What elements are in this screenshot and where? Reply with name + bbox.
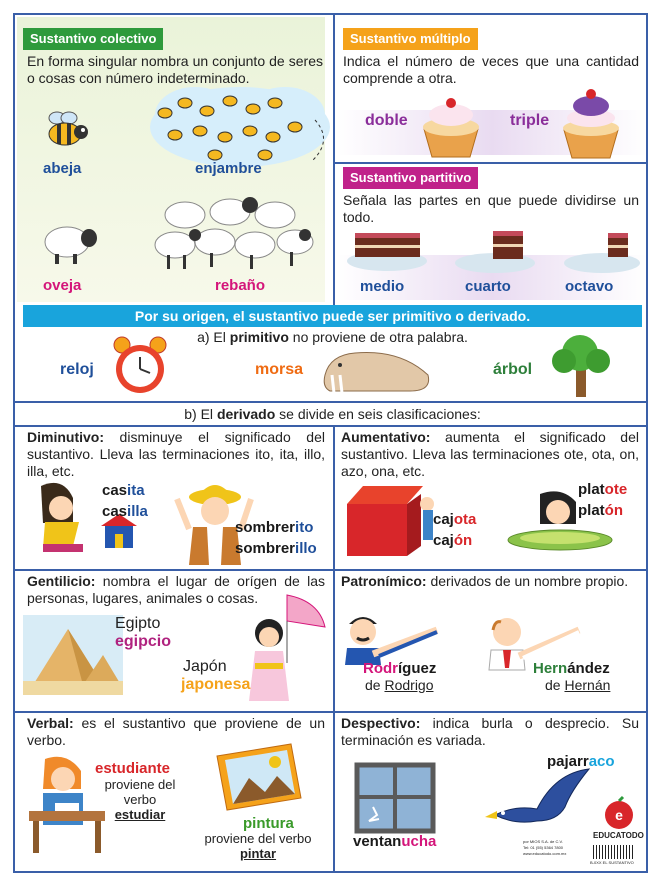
patronimico-text: derivados de un nombre propio.: [426, 573, 629, 589]
bee-icon: [43, 110, 91, 150]
cake-half-icon: [345, 225, 430, 275]
despectivo-desc: [341, 715, 639, 749]
cuarto-label: cuarto: [465, 278, 511, 295]
de-rodrigo: de Rodrigo: [365, 677, 434, 693]
barcode: [593, 845, 635, 859]
divider-origen: [15, 401, 648, 403]
verbal-term: Verbal:: [27, 715, 74, 731]
partitivo-desc: Señala las partes en que puede dividirse un todo.: [343, 192, 639, 225]
despectivo-term: Despectivo:: [341, 715, 421, 731]
divider-derivado: [15, 425, 648, 427]
rebano-label: rebaño: [215, 277, 266, 294]
multiplo-title: Sustantivo múltiplo: [343, 28, 478, 50]
rodriguez-word: Rodríguez: [363, 660, 437, 677]
verbo-1: verbo: [123, 792, 157, 807]
divider-right-mid: [335, 162, 648, 164]
partitivo-title: Sustantivo partitivo: [343, 167, 478, 189]
girl-plate-icon: [510, 490, 620, 555]
patronimico-desc: [341, 573, 639, 590]
brand-small-2: Tel: 01 (55) 5364 7800: [523, 845, 564, 850]
multiplo-desc: Indica el número de veces que una cantidad comprende a otra.: [343, 53, 639, 86]
walrus-icon: [320, 345, 435, 395]
proviene-del-1: proviene del: [104, 777, 176, 792]
clock-icon: [110, 335, 170, 397]
student-desk-icon: [25, 755, 105, 855]
primitivo-c: no proviene de otra palabra.: [288, 329, 468, 345]
platote-word: platote: [578, 481, 628, 498]
brand-small-3: www.educatodo.com.mx: [523, 851, 567, 856]
sombrerito-word: sombrerito: [235, 519, 314, 536]
estudiante-word: estudiante: [95, 760, 171, 777]
abeja-label: abeja: [43, 160, 82, 177]
colectivo-desc: En forma singular nombra un conjunto de seres o cosas con número indeterminado.: [27, 53, 323, 86]
cajon-word: cajón: [433, 532, 473, 549]
doble-label: doble: [365, 112, 408, 129]
bee-cloud-illustration: [15, 15, 16, 16]
tree-icon: [550, 331, 612, 399]
morsa-label: morsa: [255, 361, 304, 378]
platon-word: platón: [578, 502, 623, 519]
derivado-c: se divide en seis clasificaciones:: [275, 406, 481, 422]
origen-banner-text: Por su origen, el sustantivo puede ser primitivo o derivado.: [134, 308, 531, 324]
proviene-del-2: proviene del verbo: [204, 831, 312, 846]
primitivo-a: a) El: [197, 329, 230, 345]
svg-text:e: e: [615, 807, 623, 823]
aumentativo-term: Aumentativo:: [341, 429, 431, 445]
brand-logo-text: EDUCATODO: [593, 831, 644, 840]
primitivo-b: primitivo: [229, 329, 289, 345]
egipto-label: Egipto: [115, 615, 161, 632]
poster: [13, 13, 648, 873]
casilla-word: casilla: [102, 503, 148, 520]
brand-small-1: por MIOS S.A. de C.V.: [523, 839, 563, 844]
bird-icon: [485, 765, 595, 835]
cake-eighth-icon: [560, 225, 645, 275]
derivado-b: derivado: [216, 406, 276, 422]
window-icon: [355, 763, 435, 835]
casita-word: casita: [102, 482, 145, 499]
triple-label: triple: [510, 112, 550, 129]
aumentativo-desc: [341, 429, 639, 480]
cajota-word: cajota: [433, 511, 477, 528]
derivado-a: b) El: [184, 406, 217, 422]
sombrerillo-word: sombrerillo: [235, 540, 317, 557]
octavo-label: octavo: [565, 278, 614, 295]
diminutivo-desc: [27, 429, 325, 480]
man-rodrigo-icon: [343, 610, 443, 665]
diminutivo-text: disminuye el significado del sustantivo. Lleva las terminaciones ito, ita, illo, illa, etc.: [27, 429, 325, 479]
colectivo-title: Sustantivo colectivo: [23, 28, 163, 50]
egipcio-label: egipcio: [115, 633, 172, 650]
gentilicio-text: nombra el lugar de orígen de las personas, lugares, animales o cosas.: [27, 573, 325, 606]
brand-code: B-0XX EL SUSTANTIVO: [590, 860, 634, 865]
derivado-line: [15, 406, 648, 422]
divider-row3: [15, 711, 648, 713]
divider-row2: [15, 569, 648, 571]
medio-label: medio: [360, 278, 405, 295]
gentilicio-term: Gentilicio:: [27, 573, 96, 589]
reloj-label: reloj: [60, 361, 94, 378]
verbal-text: es el sustantivo que proviene de un verbo.: [27, 715, 325, 748]
oveja-label: oveja: [43, 277, 82, 294]
arbol-label: árbol: [493, 361, 533, 378]
big-box-icon: [343, 480, 439, 560]
japonesa-label: japonesa: [181, 676, 251, 693]
divider-top: [333, 15, 335, 305]
cake-quarter-icon: [453, 225, 538, 275]
sheep-icon: [43, 220, 99, 265]
pintura-word: pintura: [243, 815, 294, 832]
japon-label: Japón: [183, 658, 227, 675]
divider-bottom: [333, 425, 335, 873]
pyramids-icon: [23, 615, 123, 695]
pintar-word: pintar: [239, 846, 277, 861]
ventanucha-word: ventanucha: [353, 833, 437, 850]
pajarraco-word: pajarraco: [547, 753, 615, 770]
flock-sheep: [155, 190, 315, 275]
origen-banner: [23, 305, 642, 327]
hernandez-word: Hernández: [533, 660, 610, 677]
patronimico-term: Patronímico:: [341, 573, 427, 589]
despectivo-text: indica burla o desprecio. Su terminación es variada.: [341, 715, 639, 748]
painting-icon: [213, 742, 305, 812]
swarm-bees: [155, 93, 315, 163]
cupcake-double-icon: [418, 95, 484, 157]
educatodo-logo: [603, 799, 635, 833]
de-hernan: de Hernán: [545, 677, 611, 693]
estudiar-word: estudiar: [114, 807, 166, 822]
aumentativo-text: aumenta el significado del sustantivo. Lleva las terminaciones ote, ota, on, azo, ona, etc.: [341, 429, 639, 479]
japanese-girl-icon: [247, 593, 327, 705]
diminutivo-term: Diminutivo:: [27, 429, 104, 445]
enjambre-label: enjambre: [195, 160, 262, 177]
cupcake-triple-icon: [558, 88, 624, 158]
